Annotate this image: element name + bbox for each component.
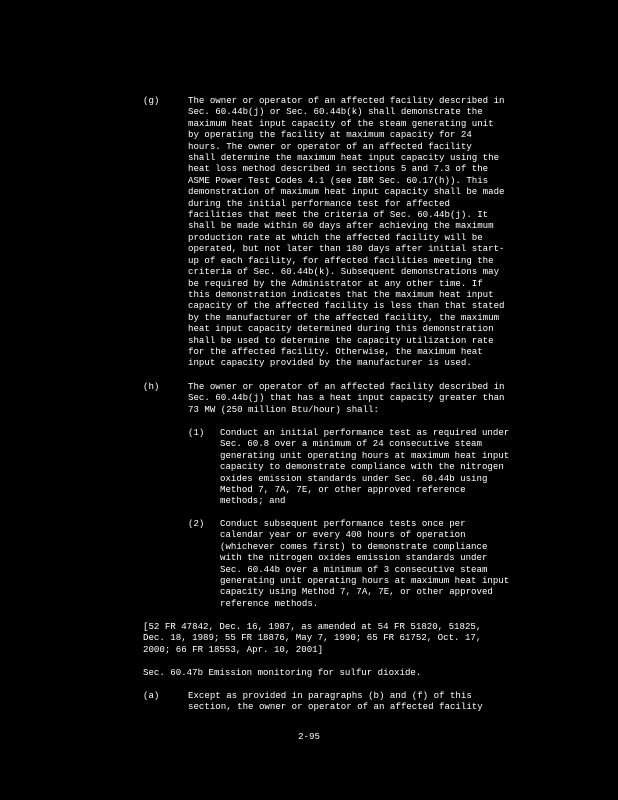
paragraph-a: [143, 690, 563, 713]
section-heading: Sec. 60.47b Emission monitoring for sulfur dioxide.: [143, 667, 422, 678]
paragraph-label: (h): [143, 381, 160, 392]
paragraph-text: The owner or operator of an affected facility described in Sec. 60.44b(j) or Sec. 60.44b(k) shall demonstrate the maximum heat input capacity of the steam generating unit by operating the facility at maximum capacity for 24 hours. The owner or operator of an affected facility shall determine the maximum heat input capacity using the heat loss method described in sections 5 and 7.3 of the ASME Power Test Codes 4.1 (see IBR Sec. 60.17(h)). This demonstration of maximum heat input capacity shall be made during the initial performance test for affected facilities that meet the criteria of Sec. 60.44b(j). It shall be made within 60 days after achieving the maximum production rate at which the affected facility will be operated, but not later than 180 days after initial start- up of each facility, for affected facilities meeting the criteria of Sec. 60.44b(k). Subsequent demonstrations may be required by the Administrator at any other time. If this demonstration indicates that the maximum heat input capacity of the affected facility is less than that stated by the manufacturer of the affected facility, the maximum heat input capacity determined during this demonstration shall be used to determine the capacity utilization rate for the affected facility. Otherwise, the maximum heat input capacity provided by the manufacturer is used.: [188, 95, 505, 369]
paragraph-text: Except as provided in paragraphs (b) and (f) of this section, the owner or operator of an affected facility: [188, 690, 483, 713]
page-number: 2-95: [298, 731, 320, 742]
paragraph-label: (g): [143, 95, 160, 106]
subparagraph-text: Conduct subsequent performance tests once per calendar year or every 400 hours of operation (whichever comes first) to demonstrate compliance with the nitrogen oxides emission standards under Sec. 60.44b over a minimum of 3 consecutive steam generating unit operating hours at maximum heat input capacity using Method 7, 7A, 7E, or other approved reference methods.: [220, 518, 510, 609]
paragraph-label: (a): [143, 690, 160, 701]
subparagraph-h1: [188, 427, 568, 507]
paragraph-h: [143, 381, 563, 415]
subparagraph-label: (2): [188, 518, 205, 529]
subparagraph-h2: [188, 518, 568, 609]
subparagraph-label: (1): [188, 427, 205, 438]
subparagraph-text: Conduct an initial performance test as required under Sec. 60.8 over a minimum of 24 consecutive steam generating unit operating hours at maximum heat input capacity to demonstrate compliance with the nitrogen oxides emission standards under Sec. 60.44b using Method 7, 7A, 7E, or other approved reference methods; and: [220, 427, 510, 507]
amendment-citation: [52 FR 47842, Dec. 16, 1987, as amended at 54 FR 51820, 51825, Dec. 18, 1989; 55 FR 18876, May 7, 1990; 65 FR 61752, Oct. 17, 2000; 66 FR 18553, Apr. 10, 2001]: [143, 621, 482, 655]
paragraph-text: The owner or operator of an affected facility described in Sec. 60.44b(j) that has a heat input capacity greater than 73 MW (250 million Btu/hour) shall:: [188, 381, 505, 415]
paragraph-g: [143, 95, 563, 369]
